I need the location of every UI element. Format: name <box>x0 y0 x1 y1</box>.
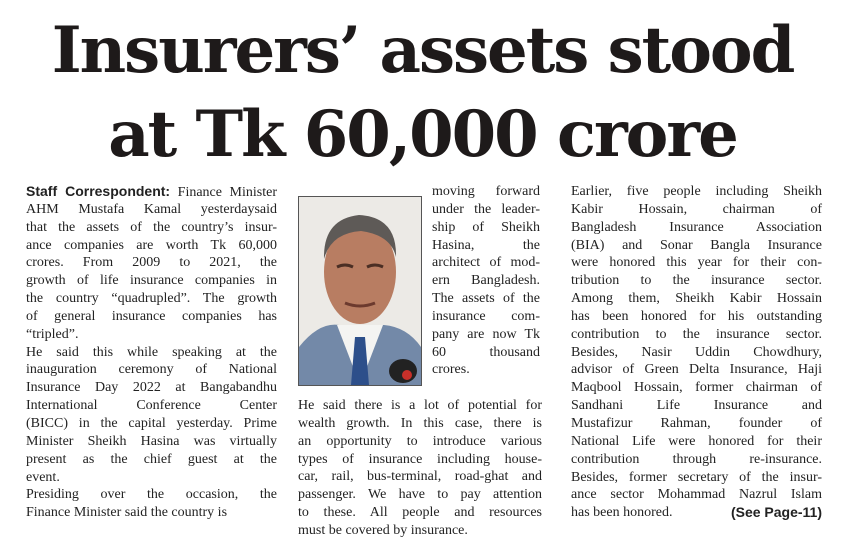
text-line <box>26 415 277 433</box>
line-text: contribution through re-insurance. <box>571 451 822 467</box>
text-line <box>26 290 277 308</box>
line-text: present as the chief guest at the <box>26 451 277 467</box>
text-line <box>571 219 822 237</box>
text-line <box>571 344 822 362</box>
text-line <box>26 219 277 237</box>
line-text: crores. From 2009 to 2021, the <box>26 255 277 271</box>
line-text: Besides, former secretary of the insur- <box>571 469 822 485</box>
byline: Staff Correspondent: <box>26 183 171 199</box>
text-line <box>571 237 822 255</box>
line-text: 60 thousand <box>432 344 540 360</box>
text-line <box>571 451 822 469</box>
text-line <box>298 504 542 522</box>
text-line <box>298 522 542 540</box>
text-line <box>298 451 542 469</box>
line-text: Insurance Day 2022 at Bangabandhu <box>26 380 277 396</box>
article-column-3 <box>571 183 822 522</box>
line-text: crores. <box>432 362 470 378</box>
line-text: to these. All people and resources <box>298 505 542 521</box>
line-text: Mustafizur Rahman, founder of <box>571 415 822 431</box>
line-text: He said this while speaking at the <box>26 344 277 360</box>
text-line <box>571 469 822 487</box>
line-text: Finance Minister said the country is <box>26 505 228 521</box>
text-line <box>571 201 822 219</box>
line-text: ance companies are worth Tk 60,000 <box>26 237 277 253</box>
text-line <box>26 504 277 522</box>
finance-minister-photo <box>298 196 422 386</box>
text-line <box>571 379 822 397</box>
text-line <box>571 397 822 415</box>
text-line <box>571 433 822 451</box>
line-text: National Life were honored for their <box>571 433 822 449</box>
headline-line-2: at Tk 60,000 crore <box>108 97 737 172</box>
line-text: an opportunity to introduce various <box>298 433 542 449</box>
text-line <box>432 272 540 290</box>
line-text: must be covered by insurance. <box>298 522 468 538</box>
text-line <box>432 361 540 379</box>
text-line <box>571 308 822 326</box>
line-text: has been honored. <box>571 505 673 521</box>
text-line <box>571 272 822 290</box>
line-text: pany are now Tk <box>432 326 540 342</box>
text-line <box>298 486 542 504</box>
line-text: event. <box>26 469 60 485</box>
text-line <box>571 361 822 379</box>
line-text: car, rail, bus-terminal, road-ghat and <box>298 469 542 485</box>
text-line <box>26 326 277 344</box>
text-line <box>432 219 540 237</box>
text-line <box>26 201 277 219</box>
line-text: types of insurance including house- <box>298 451 542 467</box>
line-text: architect of mod- <box>432 255 540 271</box>
text-line <box>26 433 277 451</box>
line-text: Among them, Sheikh Kabir Hossain <box>571 291 822 307</box>
line-text: Minister Sheikh Hasina was virtually <box>26 433 277 449</box>
line-text: inauguration ceremony of National <box>26 362 277 378</box>
line-text: the country “quadrupled”. The growth <box>26 291 277 307</box>
line-text: Hasina, the <box>432 237 540 253</box>
line-text: ern Bangladesh. <box>432 273 540 289</box>
headline-line-1: Insurers’ assets stood <box>51 13 794 88</box>
text-line <box>298 433 542 451</box>
article-column-2-bottom <box>298 397 542 540</box>
text-line <box>26 272 277 290</box>
text-line <box>432 183 540 201</box>
line-text: (BIA) and Sonar Bangla Insurance <box>571 237 822 253</box>
text-line <box>432 237 540 255</box>
text-line <box>26 379 277 397</box>
text-line <box>26 344 277 362</box>
line-text: insurance com- <box>432 308 540 324</box>
line-text: has been honored for his outstanding <box>571 308 822 324</box>
article-column-2-top <box>432 183 540 379</box>
text-line <box>571 290 822 308</box>
article-column-1 <box>26 183 277 522</box>
text-line <box>298 415 542 433</box>
line-text: under the leader- <box>432 201 540 217</box>
line-text: Besides, Nasir Uddin Chowdhury, <box>571 344 822 360</box>
line-text: “tripled”. <box>26 326 79 342</box>
text-line <box>432 308 540 326</box>
text-line <box>571 326 822 344</box>
text-line <box>26 254 277 272</box>
text-line <box>571 415 822 433</box>
line-text: He said there is a lot of potential for <box>298 398 542 413</box>
line-text: Kabir Hossain, chairman of <box>571 201 822 217</box>
line-text: growth of life insurance companies in <box>26 273 277 289</box>
text-line <box>26 451 277 469</box>
line-text: Maqbool Hossain, former chairman of <box>571 380 822 396</box>
text-line <box>26 183 277 201</box>
line-text: International Conference Center <box>26 398 277 414</box>
line-text: (BICC) in the capital yesterday. Prime <box>26 415 277 431</box>
text-line <box>298 397 542 415</box>
text-line <box>26 486 277 504</box>
text-line <box>26 469 277 487</box>
line-text: wealth growth. In this case, there is <box>298 415 542 431</box>
text-line <box>432 290 540 308</box>
text-line <box>432 201 540 219</box>
line-text: Finance Minister <box>177 185 277 200</box>
text-line <box>26 397 277 415</box>
line-text: that the assets of the country’s insur- <box>26 219 277 235</box>
text-line <box>26 361 277 379</box>
text-line <box>432 254 540 272</box>
line-text: contribution to the insurance sector. <box>571 326 822 342</box>
line-text: were honored this year for their con- <box>571 255 822 271</box>
line-text: Bangladesh Insurance Association <box>571 219 822 235</box>
text-line <box>26 237 277 255</box>
line-text: advisor of Green Delta Insurance, Haji <box>571 362 822 378</box>
line-text: of general insurance companies has <box>26 308 277 324</box>
see-page-link: (See Page-11) <box>730 504 822 521</box>
line-text: moving forward <box>432 184 540 199</box>
line-text: AHM Mustafa Kamal yesterdaysaid <box>26 201 277 217</box>
line-text: ance sector Mohammad Nazrul Islam <box>571 487 822 503</box>
text-line <box>298 468 542 486</box>
line-text: tribution to the insurance sector. <box>571 273 822 289</box>
text-line <box>571 486 822 504</box>
line-text: Earlier, five people including Sheikh <box>571 184 822 199</box>
text-line <box>571 183 822 201</box>
line-text: The assets of the <box>432 291 540 307</box>
text-line <box>571 254 822 272</box>
line-text: ship of Sheikh <box>432 219 540 235</box>
line-text: passenger. We have to pay attention <box>298 487 542 503</box>
line-text: Sandhani Life Insurance and <box>571 398 822 414</box>
text-line <box>571 504 822 522</box>
text-line <box>26 308 277 326</box>
text-line <box>432 326 540 344</box>
line-text: Presiding over the occasion, the <box>26 487 277 503</box>
text-line <box>432 344 540 362</box>
